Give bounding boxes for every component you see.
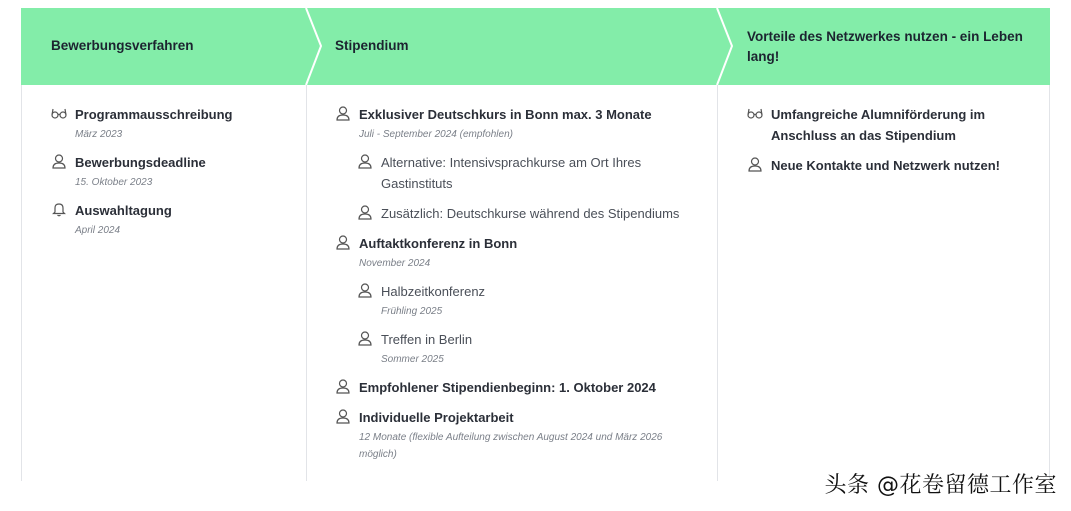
stage-netzwerk-line1: Vorteile des Netzwerkes nutzen - ein Leben — [747, 29, 1023, 44]
list-item — [51, 104, 291, 143]
person-icon — [357, 282, 373, 298]
item-title: Individuelle Projektarbeit — [359, 410, 514, 425]
item-title: Halbzeitkonferenz — [381, 284, 486, 299]
list-item — [357, 329, 705, 368]
column-netzwerk — [747, 104, 1037, 185]
timeline-board — [21, 8, 1050, 488]
glasses-icon — [51, 105, 67, 121]
list-item — [335, 407, 705, 463]
column-divider — [717, 85, 718, 481]
item-date: Frühling 2025 — [381, 306, 443, 317]
item-title: Treffen in Berlin — [381, 332, 473, 347]
column-divider — [306, 85, 307, 481]
person-icon — [335, 408, 351, 424]
item-title: Empfohlener Stipendienbeginn: 1. Oktober 2024 — [359, 380, 656, 395]
timeline-header — [21, 8, 1050, 85]
list-item — [335, 104, 705, 143]
item-title: Zusätzlich: Deutschkurse während des Stipendiums — [381, 206, 680, 221]
stage-netzwerk-line2: lang! — [747, 49, 780, 64]
stage-netzwerk[interactable] — [747, 27, 1023, 67]
list-item — [747, 104, 1037, 146]
item-title: Bewerbungsdeadline — [75, 155, 206, 170]
item-date: November 2024 — [359, 258, 431, 269]
list-item — [357, 152, 705, 194]
list-item — [335, 233, 705, 272]
item-title-line1: Alternative: Intensivsprachkurse am Ort Ihres — [381, 155, 642, 170]
item-title-line2: Anschluss an das Stipendium — [771, 128, 956, 143]
person-icon — [335, 378, 351, 394]
person-icon — [335, 105, 351, 121]
column-divider — [21, 85, 22, 481]
bell-icon — [51, 201, 67, 217]
list-item — [747, 155, 1037, 176]
stage-stipendium[interactable]: Stipendium — [335, 38, 409, 53]
item-date: Sommer 2025 — [381, 354, 444, 365]
item-title-line1: Umfangreiche Alumniförderung im — [771, 107, 986, 122]
person-icon — [335, 234, 351, 250]
item-date: 15. Oktober 2023 — [75, 177, 153, 188]
item-title — [381, 152, 705, 194]
item-date-line2: möglich) — [359, 449, 397, 460]
item-date: April 2024 — [75, 225, 121, 236]
list-item — [51, 152, 291, 191]
item-title: Programmausschreibung — [75, 107, 233, 122]
watermark: 头条 @花卷留德工作室 — [824, 473, 1057, 498]
list-item — [335, 377, 705, 398]
person-icon — [747, 156, 763, 172]
item-title-line2: Gastinstituts — [381, 176, 453, 191]
column-divider — [1049, 85, 1050, 481]
glasses-icon — [747, 105, 763, 121]
column-bewerbungsverfahren — [51, 104, 291, 248]
item-date: März 2023 — [75, 129, 123, 140]
item-date: Juli - September 2024 (empfohlen) — [359, 129, 513, 140]
person-icon — [357, 204, 373, 220]
list-item — [357, 281, 705, 320]
item-title: Auswahltagung — [75, 203, 172, 218]
item-title: Neue Kontakte und Netzwerk nutzen! — [771, 158, 1000, 173]
person-icon — [51, 153, 67, 169]
item-title — [771, 104, 1037, 146]
item-title: Exklusiver Deutschkurs in Bonn max. 3 Monate — [359, 107, 652, 122]
person-icon — [357, 330, 373, 346]
list-item — [51, 200, 291, 239]
item-title: Auftaktkonferenz in Bonn — [359, 236, 518, 251]
person-icon — [357, 153, 373, 169]
item-date-line1: 12 Monate (flexible Aufteilung zwischen August 2024 und März 2026 — [359, 432, 663, 443]
column-stipendium — [335, 104, 705, 472]
item-date — [359, 429, 705, 463]
stage-bewerbungsverfahren[interactable]: Bewerbungsverfahren — [51, 38, 194, 53]
list-item — [357, 203, 705, 224]
